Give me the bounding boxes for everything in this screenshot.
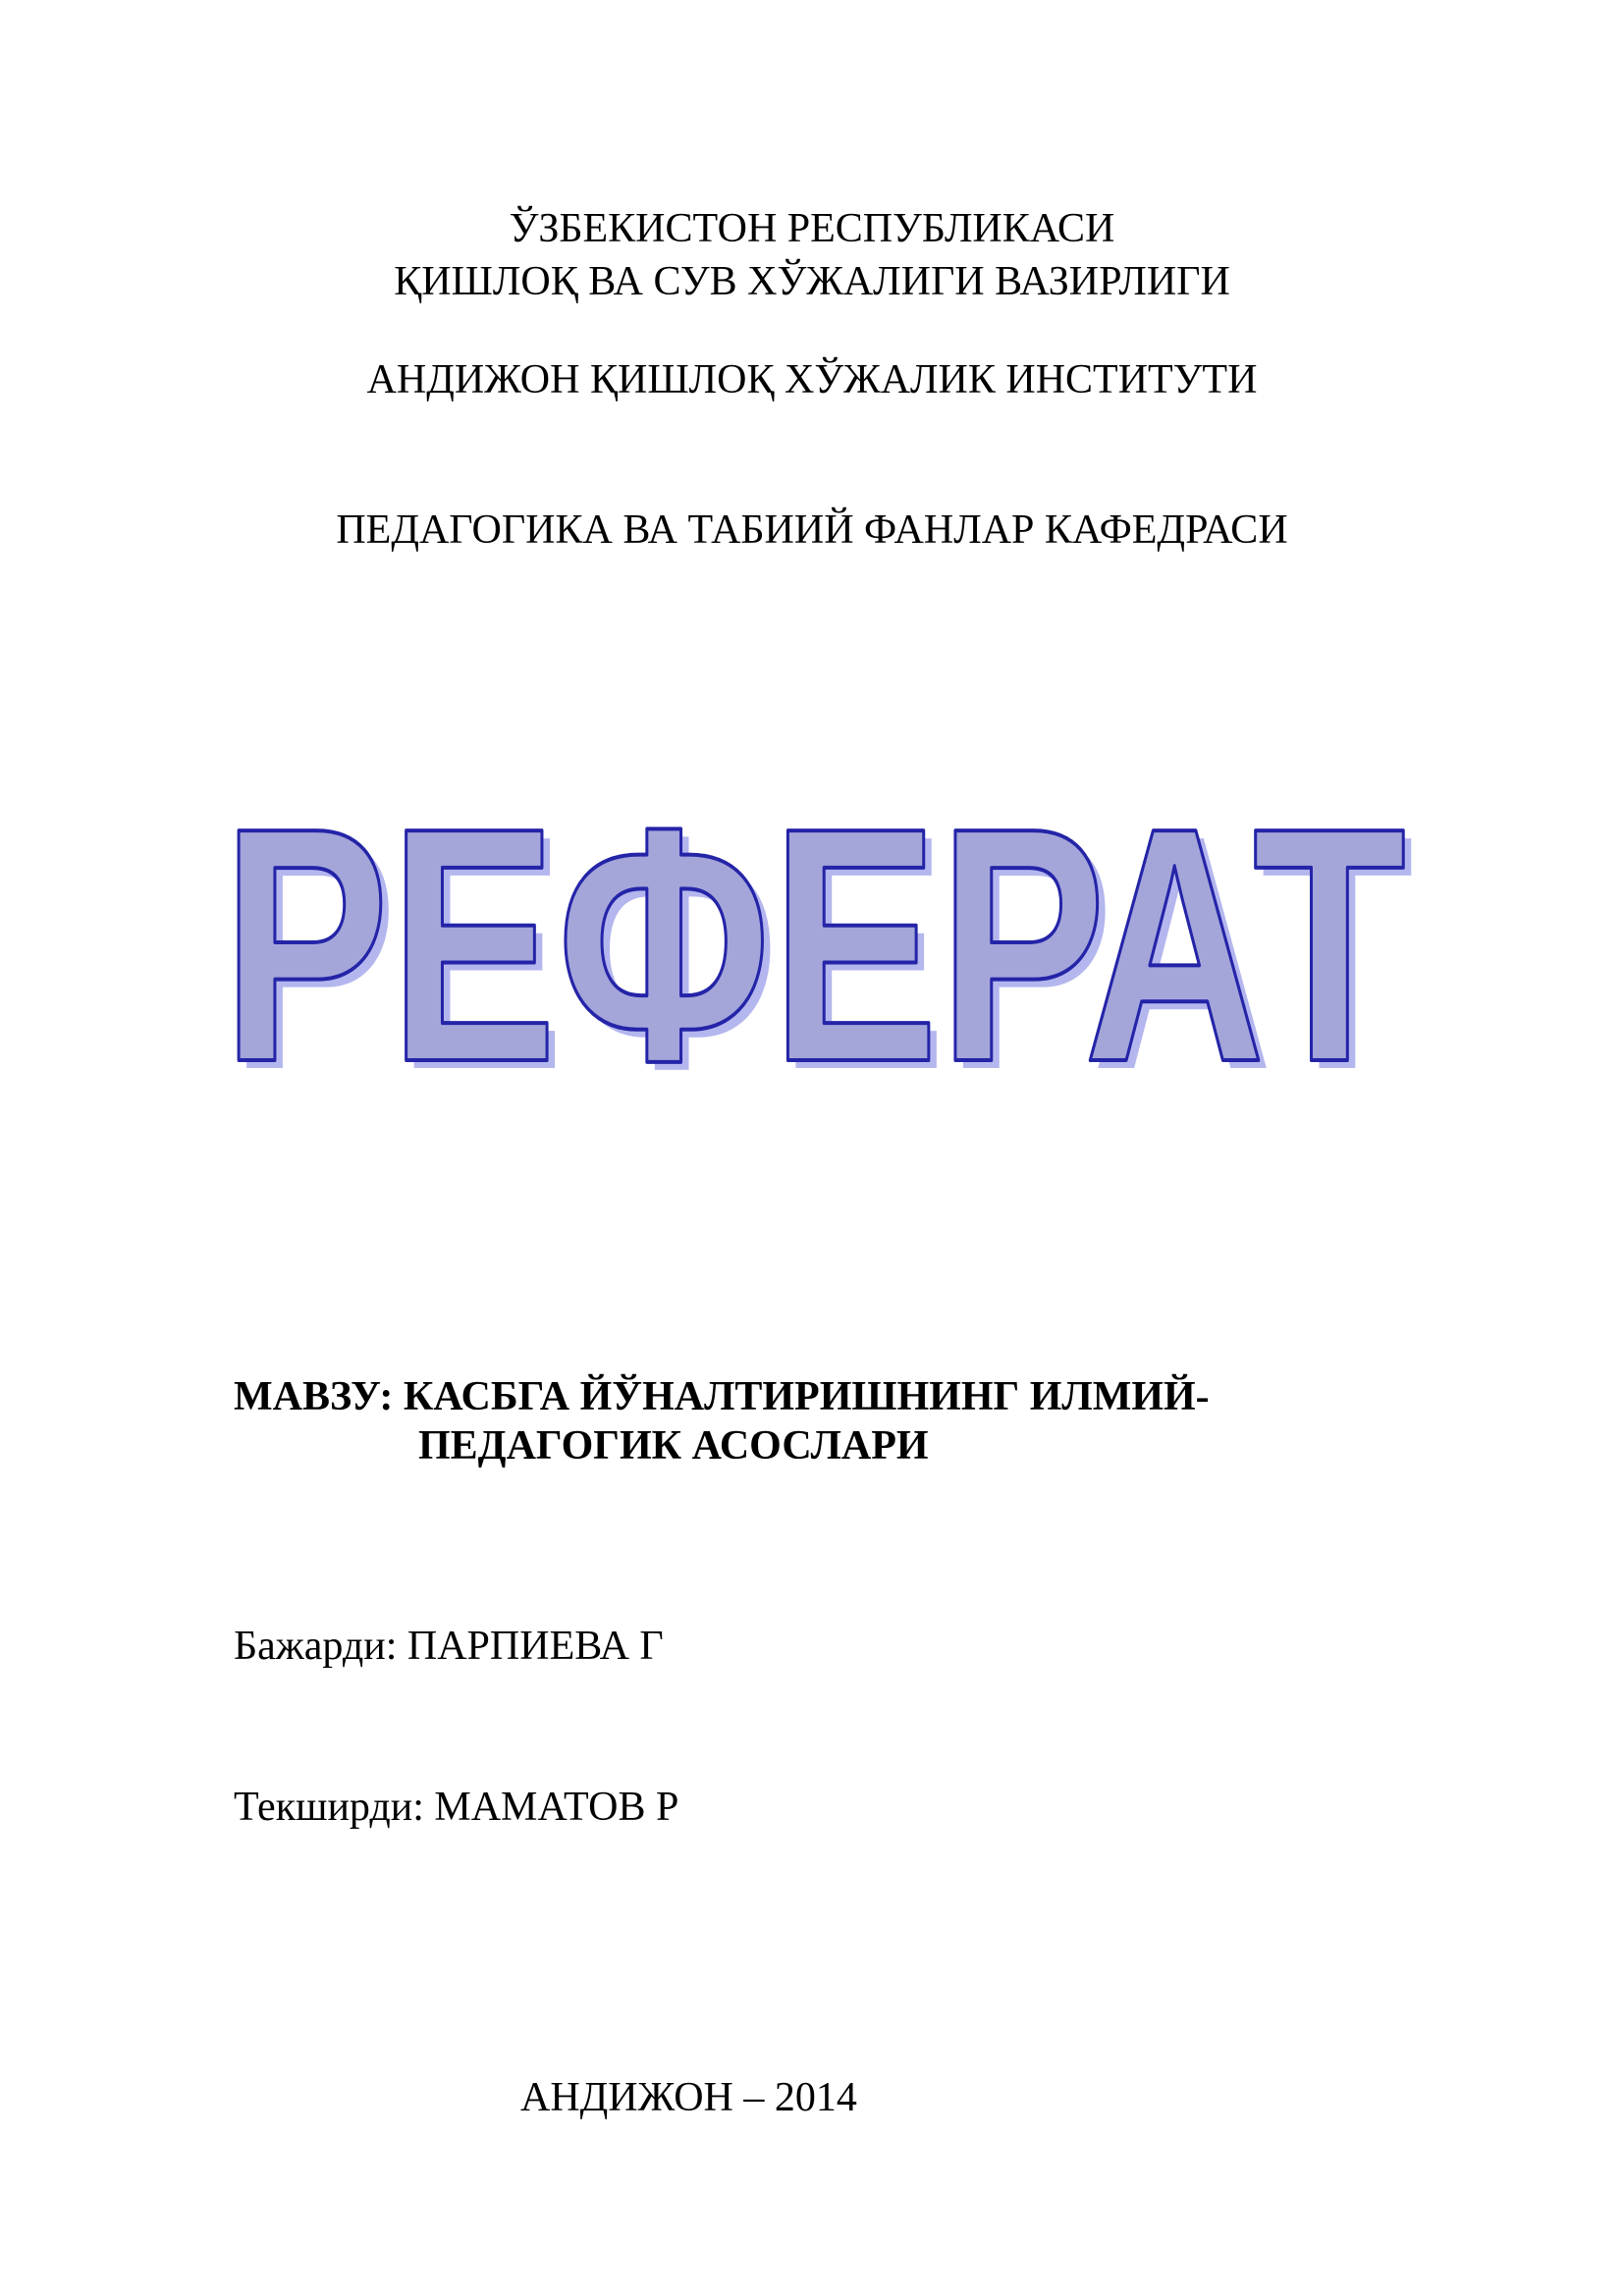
ministry-line-1: ЎЗБЕКИСТОН РЕСПУБЛИКАСИ	[509, 206, 1115, 251]
footer-city-year: АНДИЖОН – 2014	[520, 2075, 857, 2120]
document-title: РЕФЕРАТ	[222, 759, 1406, 1080]
topic-line-2: ПЕДАГОГИК АСОСЛАРИ	[418, 1423, 929, 1468]
document-title-art	[0, 746, 1624, 1080]
checked-by: Текширди: МАМАТОВ Р	[234, 1785, 679, 1830]
topic-line-1: МАВЗУ: КАСБГА ЙЎНАЛТИРИШНИНГ ИЛМИЙ-	[234, 1374, 1210, 1419]
document-title-shadow: РЕФЕРАТ	[230, 767, 1414, 1080]
performed-by: Бажарди: ПАРПИЕВА Г	[234, 1624, 664, 1669]
department-name: ПЕДАГОГИКА ВА ТАБИИЙ ФАНЛАР КАФЕДРАСИ	[336, 507, 1288, 553]
institute-name: АНДИЖОН ҚИШЛОҚ ХЎЖАЛИК ИНСТИТУТИ	[366, 357, 1258, 402]
ministry-line-2: ҚИШЛОҚ ВА СУВ ХЎЖАЛИГИ ВАЗИРЛИГИ	[394, 259, 1230, 304]
document-title-svg	[0, 746, 1624, 1080]
